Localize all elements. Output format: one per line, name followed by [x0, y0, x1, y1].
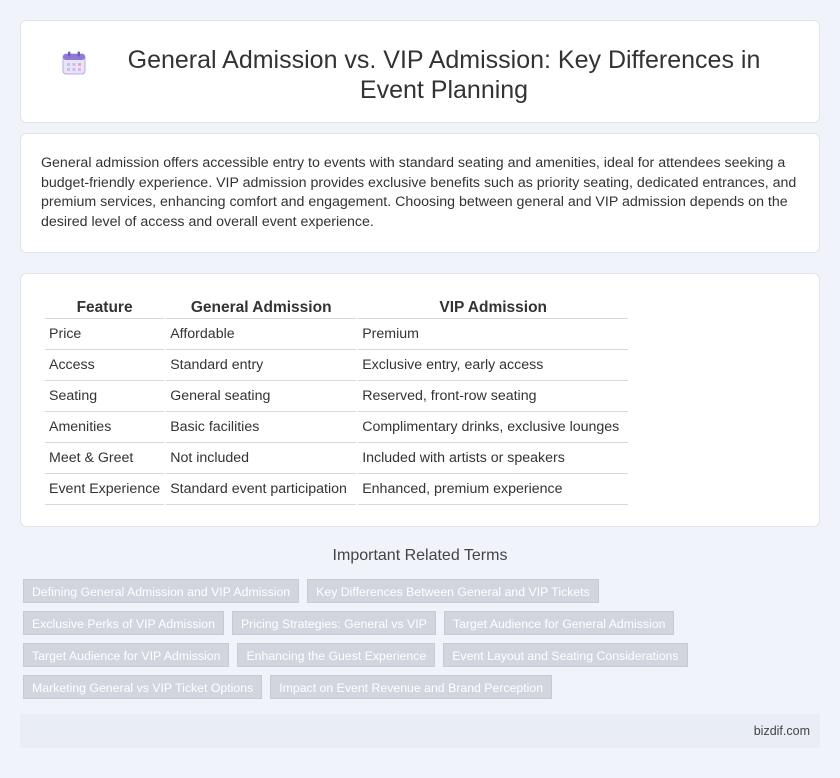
- table-cell: Seating: [45, 381, 164, 412]
- related-term-tag[interactable]: Defining General Admission and VIP Admission: [23, 579, 299, 603]
- related-term-tag[interactable]: Key Differences Between General and VIP Tickets: [307, 579, 599, 603]
- column-header-feature: Feature: [45, 294, 164, 319]
- related-term-tag[interactable]: Impact on Event Revenue and Brand Perception: [270, 675, 552, 699]
- table-cell: Access: [45, 350, 164, 381]
- table-row: [45, 474, 628, 505]
- related-term-tag[interactable]: Target Audience for VIP Admission: [23, 643, 229, 667]
- related-terms-list: [23, 579, 803, 699]
- table-cell: Exclusive entry, early access: [358, 350, 628, 381]
- intro-paragraph: General admission offers accessible entry to events with standard seating and amenities, ideal for attendees seeking a budget-friendly experience. VIP admission provides exclusive benefits such as priority seating, dedicated entrances, and premium services, enhancing comfort and engagement. Choosing between general and VIP admission depends on the desired level of access and overall event experience.: [41, 155, 797, 231]
- table-row: [45, 443, 628, 474]
- table-header-row: [45, 294, 628, 319]
- related-term-tag[interactable]: Exclusive Perks of VIP Admission: [23, 611, 224, 635]
- header-card: [20, 20, 820, 123]
- calendar-icon: [61, 50, 87, 76]
- table-cell: General seating: [166, 381, 356, 412]
- table-cell: Event Experience: [45, 474, 164, 505]
- table-row: [45, 381, 628, 412]
- related-term-tag[interactable]: Event Layout and Seating Considerations: [443, 643, 687, 667]
- table-cell: Included with artists or speakers: [358, 443, 628, 474]
- intro-card: [20, 133, 820, 253]
- table-cell: Meet & Greet: [45, 443, 164, 474]
- table-cell: Basic facilities: [166, 412, 356, 443]
- column-header-general: General Admission: [166, 294, 356, 319]
- table-cell: Affordable: [166, 319, 356, 350]
- footer-brand[interactable]: bizdif.com: [753, 724, 810, 738]
- table-cell: Premium: [358, 319, 628, 350]
- page-title: General Admission vs. VIP Admission: Key Differences in Event Planning: [127, 46, 761, 104]
- table-cell: Enhanced, premium experience: [358, 474, 628, 505]
- comparison-table: [43, 294, 630, 505]
- column-header-vip: VIP Admission: [358, 294, 628, 319]
- footer-bar: [20, 714, 820, 748]
- table-cell: Standard entry: [166, 350, 356, 381]
- related-term-tag[interactable]: Pricing Strategies: General vs VIP: [232, 611, 436, 635]
- related-term-tag[interactable]: Target Audience for General Admission: [444, 611, 675, 635]
- table-row: [45, 319, 628, 350]
- table-row: [45, 412, 628, 443]
- table-cell: Standard event participation: [166, 474, 356, 505]
- related-terms-heading: Important Related Terms: [332, 547, 508, 564]
- table-cell: Complimentary drinks, exclusive lounges: [358, 412, 628, 443]
- related-term-tag[interactable]: Marketing General vs VIP Ticket Options: [23, 675, 262, 699]
- title-row: [21, 21, 819, 105]
- comparison-table-card: [20, 273, 820, 527]
- table-cell: Amenities: [45, 412, 164, 443]
- table-cell: Reserved, front-row seating: [358, 381, 628, 412]
- table-cell: Not included: [166, 443, 356, 474]
- table-cell: Price: [45, 319, 164, 350]
- table-row: [45, 350, 628, 381]
- related-term-tag[interactable]: Enhancing the Guest Experience: [237, 643, 435, 667]
